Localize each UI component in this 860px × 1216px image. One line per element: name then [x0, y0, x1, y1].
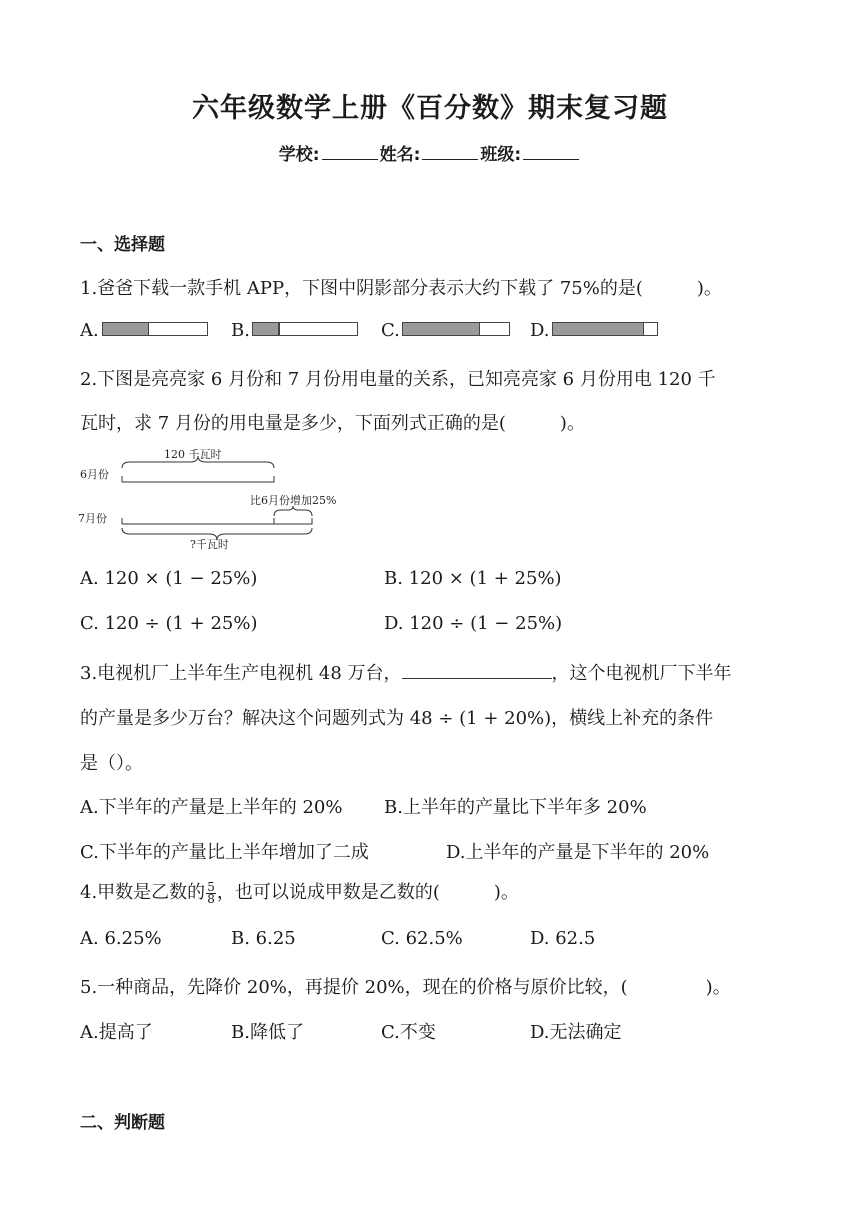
june-segment: [122, 476, 274, 482]
q1-option-b-label[interactable]: B.: [231, 320, 250, 341]
section-judge-heading: 二、判断题: [80, 1113, 165, 1133]
question-2-text: 瓦时，求 7 月份的用电量是多少，下面列式正确的是(: [80, 413, 506, 434]
question-3-line3: 是（）。: [80, 753, 143, 774]
class-label: 班级:: [480, 145, 522, 165]
q1-option-c-fill: [403, 323, 479, 335]
question-1-text: 1.爸爸下载一款手机 APP，下图中阴影部分表示大约下载了 75%的是(: [80, 278, 643, 299]
q2-option-b[interactable]: B. 120 × (1 + 25%): [384, 568, 562, 589]
class-blank[interactable]: [523, 145, 579, 160]
question-3-text-a: 3.电视机厂上半年生产电视机 48 万台，: [80, 663, 402, 684]
q1-option-a-label[interactable]: A.: [80, 320, 99, 341]
q3-option-a[interactable]: A.下半年的产量是上半年的 20%: [80, 797, 343, 818]
q5-option-b[interactable]: B.降低了: [231, 1022, 304, 1043]
june-brace: [122, 456, 274, 468]
q2-option-c[interactable]: C. 120 ÷ (1 + 25%): [80, 613, 258, 634]
q1-option-c-bar: [402, 322, 510, 336]
question-4: [80, 878, 519, 905]
q1-option-b-fill: [253, 323, 279, 335]
q1-option-b-bar: [252, 322, 358, 336]
q4-option-a[interactable]: A. 6.25%: [80, 928, 162, 949]
june-label: 6月份: [80, 468, 109, 481]
q3-option-c[interactable]: C.下半年的产量比上半年增加了二成: [80, 842, 369, 863]
q2-option-d[interactable]: D. 120 ÷ (1 − 25%): [384, 613, 563, 634]
bar-divider: [278, 323, 279, 335]
electricity-line-diagram: [78, 436, 378, 556]
question-1-close: )。: [696, 278, 722, 299]
student-info: [0, 140, 860, 165]
question-2-line1: 2.下图是亮亮家 6 月份和 7 月份用电量的关系，已知亮亮家 6 月份用电 120 千: [80, 369, 716, 390]
q1-option-d-bar: [552, 322, 658, 336]
question-4-close: )。: [493, 882, 519, 903]
q2-option-a[interactable]: A. 120 × (1 − 25%): [80, 568, 258, 589]
increase-brace: [274, 506, 312, 516]
q4-option-c[interactable]: C. 62.5%: [381, 928, 463, 949]
name-blank[interactable]: [422, 145, 478, 160]
question-1: [80, 274, 722, 300]
bar-divider: [148, 323, 149, 335]
q1-option-c-label[interactable]: C.: [381, 320, 400, 341]
page-title: 六年级数学上册《百分数》期末复习题: [192, 93, 668, 124]
q5-option-c[interactable]: C.不变: [381, 1022, 436, 1043]
question-2-close: )。: [559, 413, 585, 434]
question-5: [80, 973, 731, 999]
july-segment: [122, 518, 312, 524]
question-3-fill-blank[interactable]: [402, 662, 552, 679]
question-5-close: )。: [705, 977, 731, 998]
q4-option-b[interactable]: B. 6.25: [231, 928, 296, 949]
school-blank[interactable]: [322, 145, 378, 160]
question-4-text-a: 4.甲数是乙数的: [80, 882, 206, 903]
increase-label: 比6月份增加25%: [250, 494, 337, 507]
name-label: 姓名:: [379, 145, 421, 165]
q1-option-a-bar: [102, 322, 208, 336]
fraction-five-eighths: [206, 879, 216, 906]
question-3-text-b: ，这个电视机厂下半年: [551, 663, 732, 684]
question-4-text-b: ，也可以说成甲数是乙数的(: [216, 882, 440, 903]
july-value-label: ?千瓦时: [190, 538, 229, 551]
question-5-text: 5.一种商品，先降价 20%，再提价 20%，现在的价格与原价比较，(: [80, 977, 628, 998]
q3-option-d[interactable]: D.上半年的产量是下半年的 20%: [446, 842, 710, 863]
q5-option-a[interactable]: A.提高了: [80, 1022, 153, 1043]
section-choice-heading: 一、选择题: [80, 235, 165, 255]
q1-option-d-fill: [553, 323, 643, 335]
q1-option-a-fill: [103, 323, 149, 335]
fraction-numerator: 5: [207, 879, 215, 894]
june-value-label: 120 千瓦时: [164, 448, 222, 461]
q5-option-d[interactable]: D.无法确定: [530, 1022, 622, 1043]
question-3-line2: 的产量是多少万台？解决这个问题列式为 48 ÷ (1 + 20%)，横线上补充的条件: [80, 708, 714, 729]
school-label: 学校:: [278, 145, 320, 165]
july-label: 7月份: [78, 512, 107, 525]
q3-option-b[interactable]: B.上半年的产量比下半年多 20%: [384, 797, 647, 818]
q4-option-d[interactable]: D. 62.5: [530, 928, 596, 949]
fraction-denominator: 8: [207, 891, 215, 906]
july-brace: [122, 528, 312, 540]
bar-divider: [643, 323, 644, 335]
question-2-line2: [80, 409, 585, 435]
q1-option-d-label[interactable]: D.: [530, 320, 550, 341]
question-3-line1: [80, 659, 732, 685]
bar-divider: [479, 323, 480, 335]
